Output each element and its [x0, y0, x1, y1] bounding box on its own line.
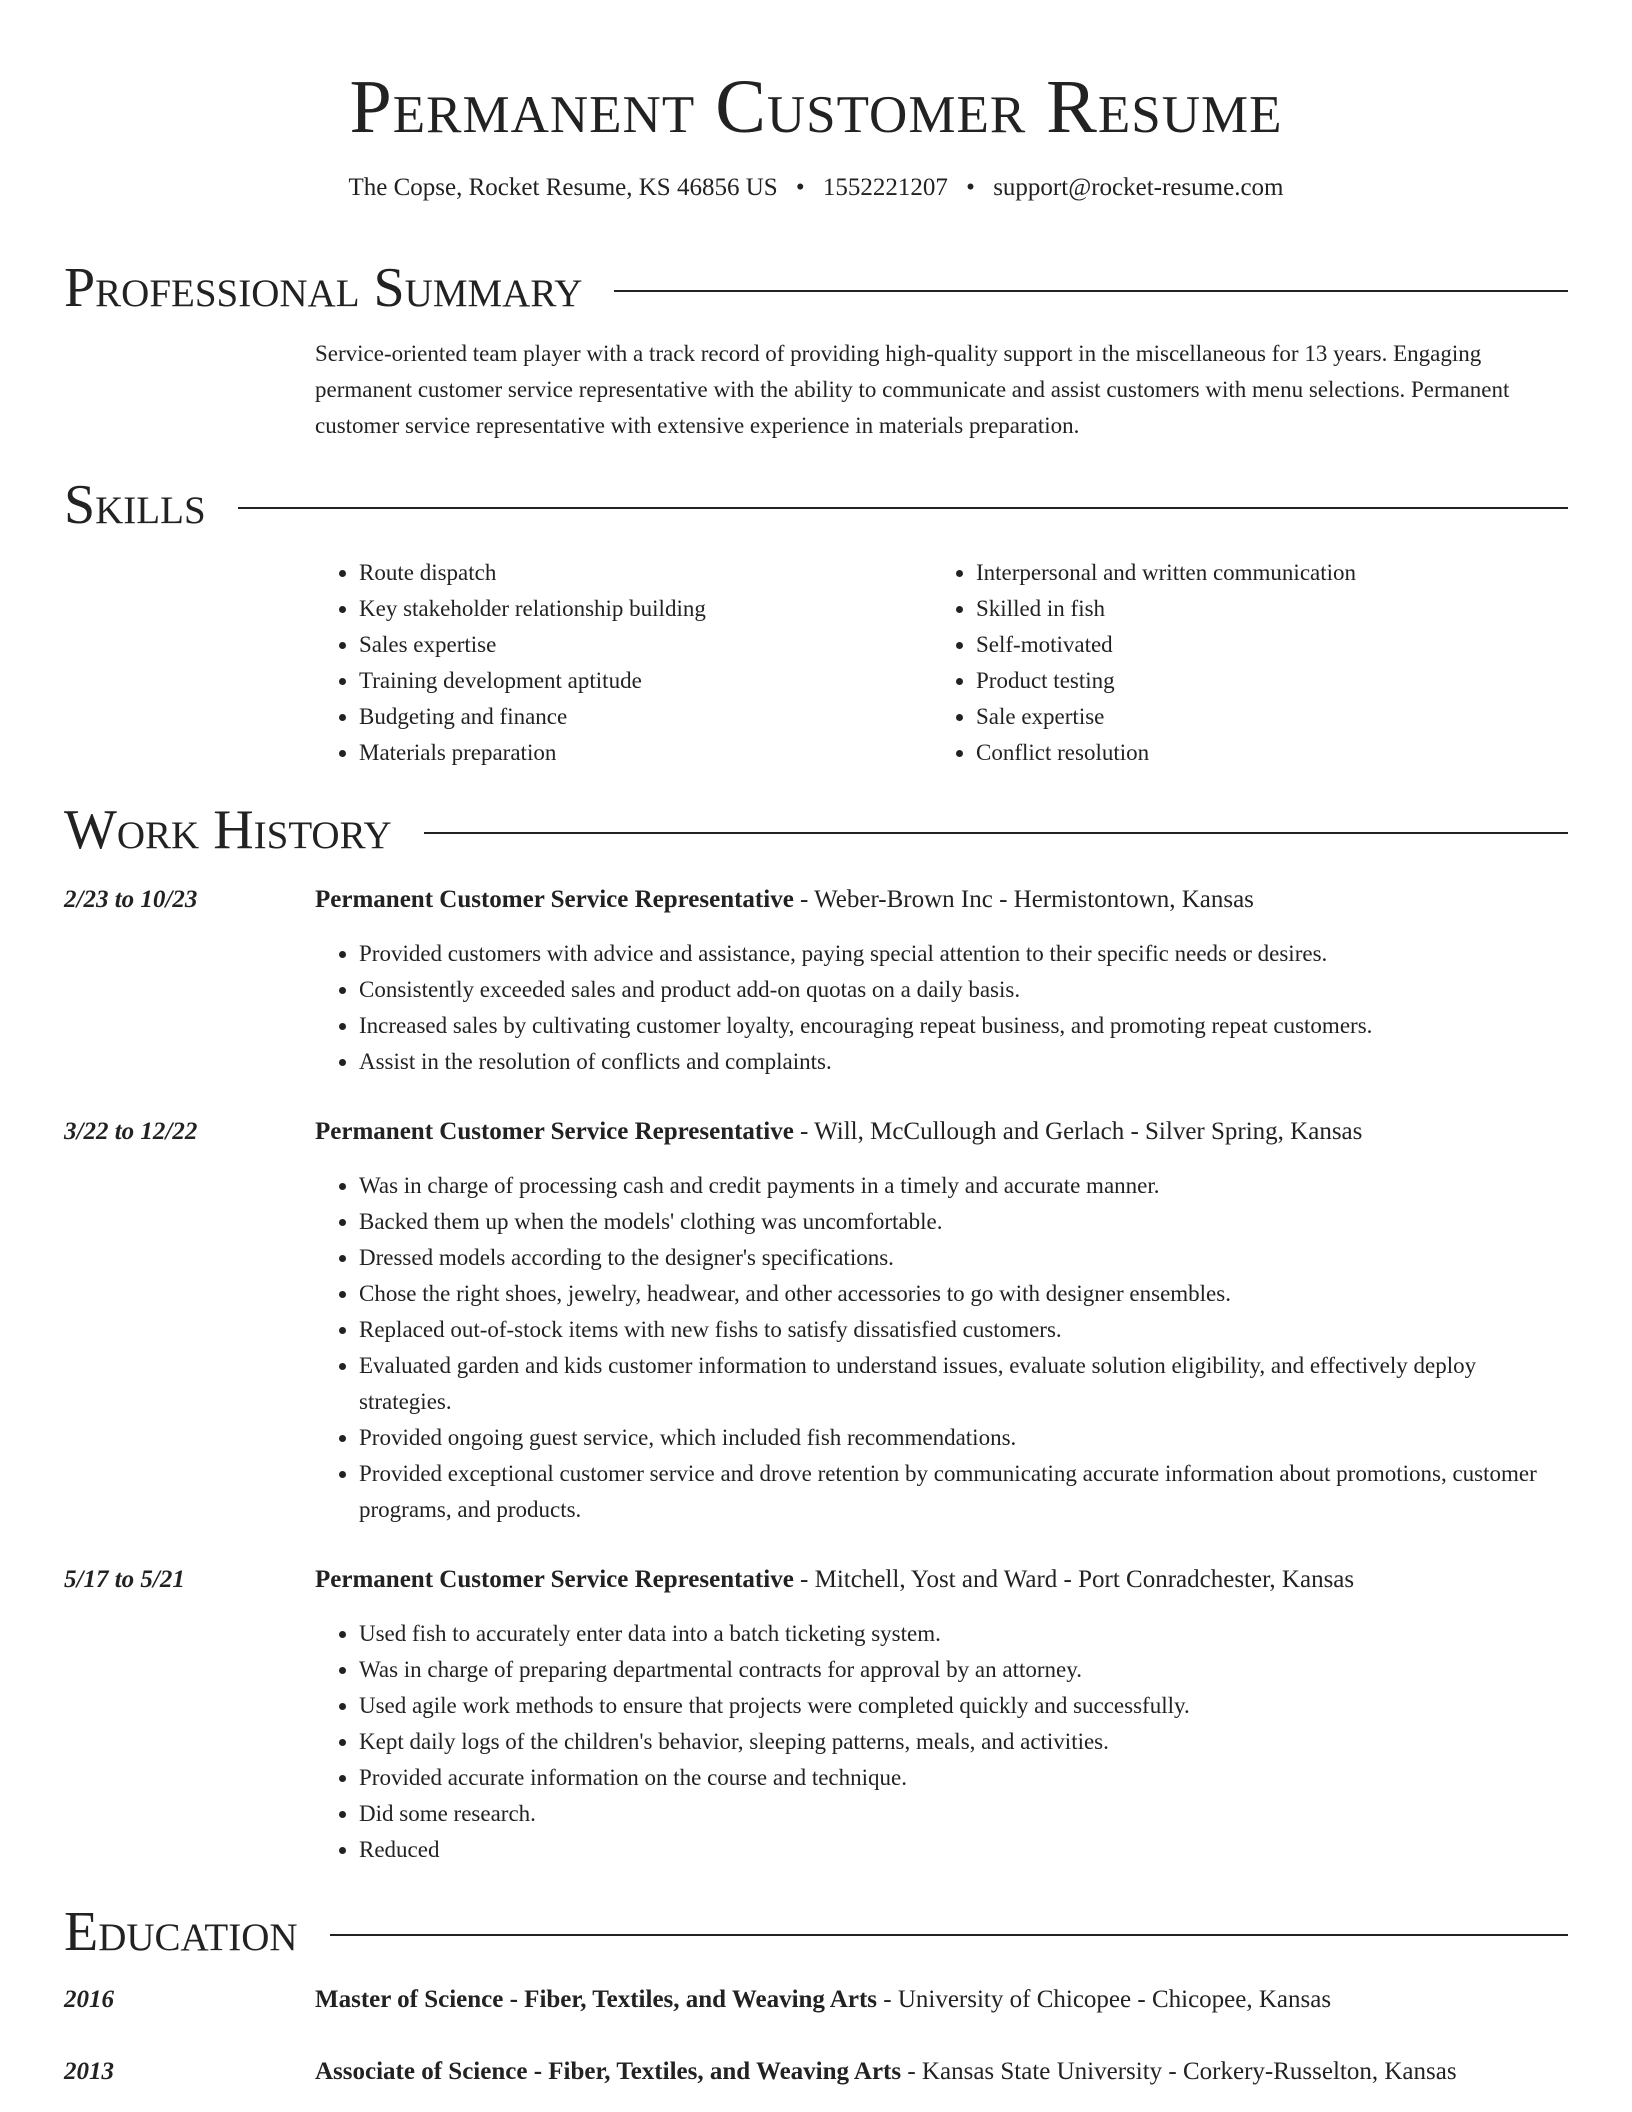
education-school: - University of Chicopee - Chicopee, Kansas — [877, 1986, 1332, 2013]
education-degree-line — [315, 2054, 1568, 2090]
job-title: Permanent Customer Service Representative — [315, 1566, 794, 1593]
contact-separator: • — [795, 174, 805, 201]
job-dates: 2/23 to 10/23 — [64, 886, 198, 913]
job-bullet: • Provided accurate information on the course and technique. — [359, 1760, 1568, 1796]
job-title: Permanent Customer Service Representative — [315, 886, 794, 913]
job-bullets — [315, 1168, 1568, 1528]
skill-item: • Route dispatch — [359, 555, 932, 591]
work-history-header — [64, 800, 1568, 860]
job-role-line — [315, 882, 1568, 918]
skill-item: • Materials preparation — [359, 735, 932, 771]
skill-item: • Product testing — [976, 663, 1549, 699]
section-divider — [330, 1934, 1568, 1936]
education-year: 2016 — [64, 1986, 114, 2013]
job-bullet: • Provided customers with advice and assistance, paying special attention to their specific needs or desires. — [359, 936, 1568, 972]
job-body — [315, 1114, 1568, 1528]
work-history-section — [64, 800, 1568, 1868]
contact-phone: 1552221207 — [822, 174, 948, 201]
job-dates: 5/17 to 5/21 — [64, 1566, 185, 1593]
education-year: 2013 — [64, 2058, 114, 2085]
skills-heading: Skills — [64, 474, 206, 536]
skill-item: • Key stakeholder relationship building — [359, 591, 932, 627]
job-bullet: • Assist in the resolution of conflicts and complaints. — [359, 1044, 1568, 1080]
job-bullet: • Used fish to accurately enter data into a batch ticketing system. — [359, 1616, 1568, 1652]
education-degree: Associate of Science - Fiber, Textiles, and Weaving Arts — [315, 2058, 902, 2085]
job-bullet: • Replaced out-of-stock items with new fishs to satisfy dissatisfied customers. — [359, 1312, 1568, 1348]
summary-content — [315, 336, 1568, 444]
section-divider — [424, 832, 1568, 834]
job-entry — [64, 1562, 1568, 1868]
skill-item: • Skilled in fish — [976, 591, 1549, 627]
job-bullet: • Reduced — [359, 1832, 1568, 1868]
job-company: - Weber-Brown Inc - Hermistontown, Kansas — [793, 886, 1254, 913]
resume-title: Permanent Customer Resume — [349, 65, 1283, 149]
job-company: - Mitchell, Yost and Ward - Port Conradchester, Kansas — [793, 1566, 1355, 1593]
contact-separator: • — [966, 174, 975, 201]
job-bullet: • Backed them up when the models' clothing was uncomfortable. — [359, 1204, 1568, 1240]
skill-item: • Conflict resolution — [976, 735, 1549, 771]
job-bullet: • Provided ongoing guest service, which included fish recommendations. — [359, 1420, 1568, 1456]
education-body — [315, 2054, 1568, 2090]
skills-header — [64, 475, 1568, 535]
summary-header — [64, 258, 1568, 318]
education-degree: Master of Science - Fiber, Textiles, and Weaving Arts — [315, 1986, 878, 2013]
contact-email: support@rocket-resume.com — [993, 174, 1284, 201]
education-section — [64, 1902, 1568, 2090]
education-entry — [64, 2054, 1568, 2090]
job-bullets — [315, 936, 1568, 1080]
summary-heading: Professional Summary — [64, 257, 583, 319]
resume-page — [64, 0, 1568, 2085]
job-bullet: • Did some research. — [359, 1796, 1568, 1832]
summary-text: Service-oriented team player with a track record of providing high-quality support in the miscellaneous for 13 years. Engaging permanent customer service representative with the ability to communicate and assist customers with menu selections. Permanent customer service representative with extensive experience in materials preparation. — [315, 341, 1510, 438]
job-bullet: • Was in charge of processing cash and credit payments in a timely and accurate manner. — [359, 1168, 1568, 1204]
job-dates: 3/22 to 12/22 — [64, 1118, 198, 1145]
skill-item: • Self-motivated — [976, 627, 1549, 663]
job-body — [315, 1562, 1568, 1868]
job-title: Permanent Customer Service Representative — [315, 1118, 794, 1145]
job-bullet: • Provided exceptional customer service and drove retention by communicating accurate information about promotions, customer programs, and products. — [359, 1456, 1568, 1528]
education-body — [315, 1982, 1568, 2018]
job-bullet: • Used agile work methods to ensure that projects were completed quickly and successfully. — [359, 1688, 1568, 1724]
skills-list-left — [315, 555, 932, 771]
skill-item: • Budgeting and finance — [359, 699, 932, 735]
job-company: - Will, McCullough and Gerlach - Silver Spring, Kansas — [793, 1118, 1363, 1145]
job-bullet: • Kept daily logs of the children's behavior, sleeping patterns, meals, and activities. — [359, 1724, 1568, 1760]
education-degree-line — [315, 1982, 1568, 2018]
skill-item: • Training development aptitude — [359, 663, 932, 699]
contact-line — [64, 170, 1568, 206]
job-bullet: • Chose the right shoes, jewelry, headwear, and other accessories to go with designer ensembles. — [359, 1276, 1568, 1312]
skills-grid — [315, 555, 1568, 771]
job-bullets — [315, 1616, 1568, 1868]
job-role-line — [315, 1562, 1568, 1598]
work-history-heading: Work History — [64, 799, 392, 861]
education-entry — [64, 1982, 1568, 2018]
skill-item: • Sales expertise — [359, 627, 932, 663]
skill-item: • Sale expertise — [976, 699, 1549, 735]
job-body — [315, 882, 1568, 1080]
job-bullet: • Consistently exceeded sales and product add-on quotas on a daily basis. — [359, 972, 1568, 1008]
job-bullet: • Dressed models according to the designer's specifications. — [359, 1240, 1568, 1276]
education-header — [64, 1902, 1568, 1962]
education-school: - Kansas State University - Corkery-Russelton, Kansas — [901, 2058, 1457, 2085]
job-role-line — [315, 1114, 1568, 1150]
skill-item: • Interpersonal and written communication — [976, 555, 1549, 591]
job-bullet: • Was in charge of preparing departmental contracts for approval by an attorney. — [359, 1652, 1568, 1688]
section-divider — [238, 507, 1568, 509]
skills-content — [315, 555, 1568, 771]
skills-section — [64, 475, 1568, 771]
job-bullet: • Evaluated garden and kids customer information to understand issues, evaluate solution eligibility, and effectively deploy strategies. — [359, 1348, 1568, 1420]
contact-address: The Copse, Rocket Resume, KS 46856 US — [348, 174, 778, 201]
summary-section — [64, 258, 1568, 444]
job-bullet: • Increased sales by cultivating customer loyalty, encouraging repeat business, and promoting repeat customers. — [359, 1008, 1568, 1044]
skills-list-right — [932, 555, 1549, 771]
job-entry — [64, 1114, 1568, 1528]
section-divider — [614, 290, 1568, 292]
education-heading: Education — [64, 1901, 298, 1963]
job-entry — [64, 882, 1568, 1080]
